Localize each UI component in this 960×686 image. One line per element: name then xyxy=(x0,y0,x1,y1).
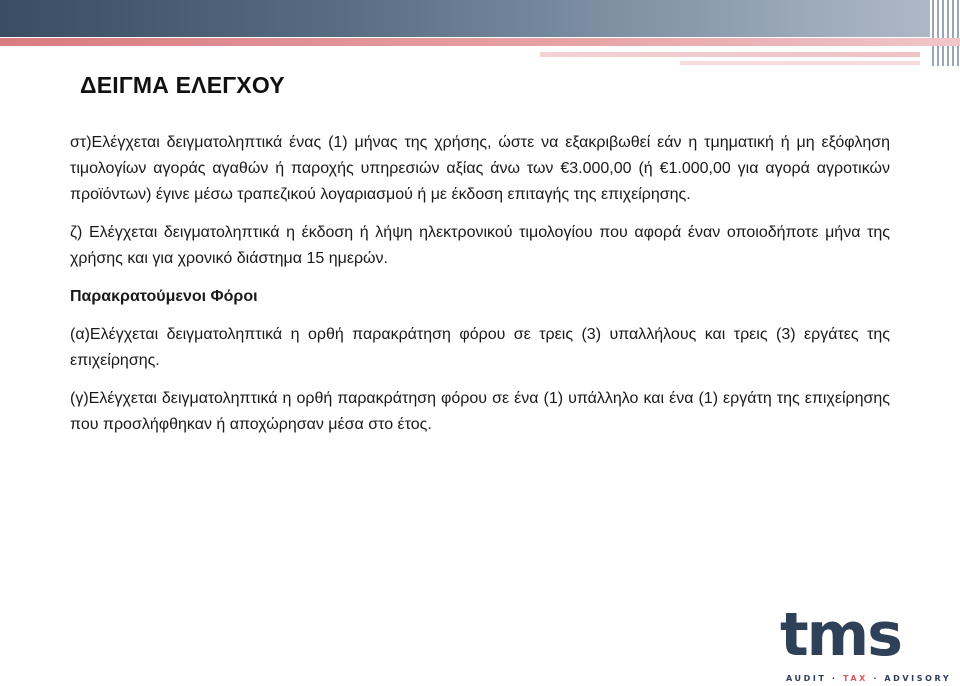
logo-tag-tax: TAX xyxy=(842,674,868,683)
section-heading: Παρακρατούμενοι Φόροι xyxy=(70,288,258,305)
logo-tag-audit: AUDIT xyxy=(786,674,827,683)
paragraph-z: ζ) Ελέγχεται δειγματοληπτικά η έκδοση ή λήψη ηλεκτρονικού τιμολογίου που αφορά έναν οποιοδήποτε μήνα της χρήσης και για χρονικό διάστημα 15 ημερών. xyxy=(70,224,890,267)
header-stripes xyxy=(930,0,960,66)
slide-body xyxy=(70,130,890,450)
paragraph-st: στ)Ελέγχεται δειγματοληπτικά ένας (1) μήνας της χρήσης, ώστε να εξακριβωθεί εάν η τμηματική ή μη εξόφληση τιμολογίων αγοράς αγαθών ή παροχής υπηρεσιών αξίας άνω των €3.000,00 (ή €1.000,00 για αγορά αγροτικών προϊόντων) έγινε μέσω τραπεζικού λογαριασμού ή με έκδοση επιταγής της επιχείρησης. xyxy=(70,134,890,203)
paragraph-a: (α)Ελέγχεται δειγματοληπτικά η ορθή παρακράτηση φόρου σε τρεις (3) υπαλλήλους και τρεις (3) εργάτες της επιχείρησης. xyxy=(70,326,890,369)
logo-tag-advisory: ADVISORY xyxy=(884,674,952,683)
slide-title: ΔΕΙΓΜΑ ΕΛΕΓΧΟΥ xyxy=(80,72,285,98)
paragraph-g: (γ)Ελέγχεται δειγματοληπτικά η ορθή παρακράτηση φόρου σε ένα (1) υπάλληλο και ένα (1) εργάτη της επιχείρησης που προσλήφθηκαν ή αποχώρησαν μέσα στο έτος. xyxy=(70,390,890,433)
accent-bar-secondary xyxy=(540,52,920,57)
tms-logo xyxy=(780,600,952,686)
accent-bar xyxy=(0,38,960,46)
header-bar xyxy=(0,0,930,37)
logo-separator: · xyxy=(873,674,879,683)
accent-bar-tertiary xyxy=(680,61,920,65)
logo-wordmark: tms xyxy=(780,600,901,670)
logo-separator: · xyxy=(831,674,838,683)
logo-tagline xyxy=(786,674,952,683)
